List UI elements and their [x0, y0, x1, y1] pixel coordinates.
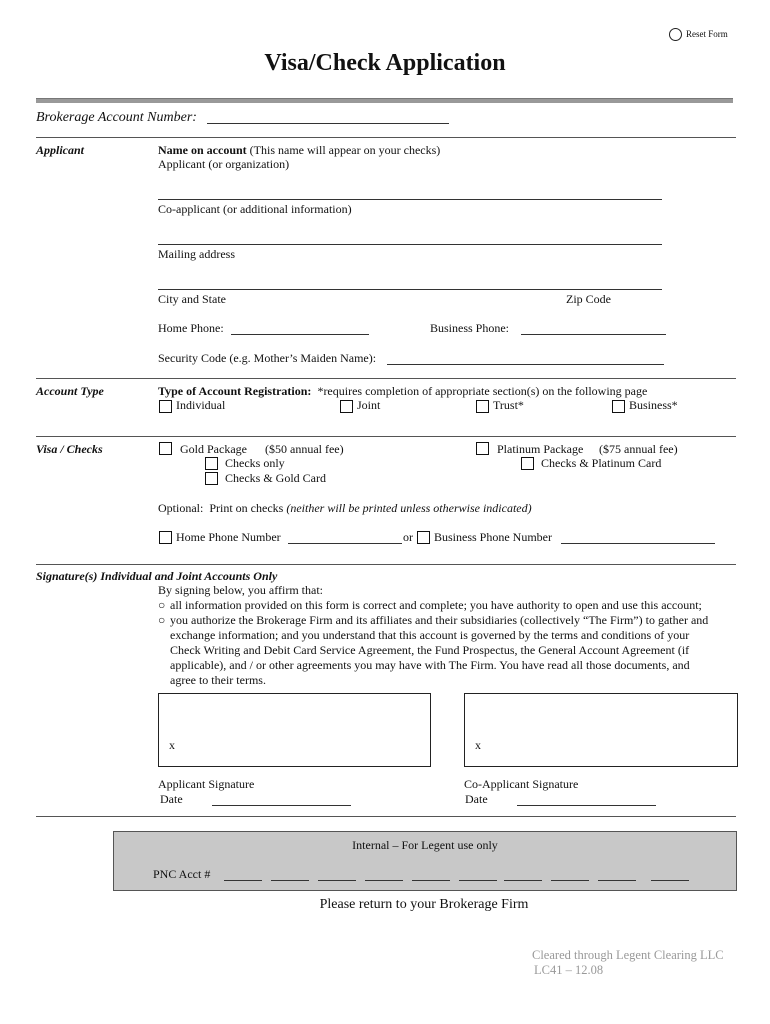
gold-package-label: Gold Package — [180, 442, 247, 456]
radio-circle-icon — [669, 28, 682, 41]
title-rule — [36, 98, 733, 103]
checks-gold-label: Checks & Gold Card — [225, 471, 326, 485]
pnc-digit-field[interactable] — [224, 880, 262, 881]
signature-heading: Signature(s) Individual and Joint Accounts Only — [36, 569, 278, 583]
footer-form-code: LC41 – 12.08 — [534, 963, 604, 977]
coapplicant-date-field[interactable] — [517, 805, 656, 806]
brokerage-number-field[interactable] — [207, 123, 449, 124]
checkbox-trust[interactable] — [476, 400, 489, 413]
applicant-signature-box[interactable] — [158, 693, 431, 767]
pnc-digit-field[interactable] — [651, 880, 689, 881]
option-trust-label: Trust* — [493, 398, 524, 412]
bullet-icon: ○ — [158, 598, 166, 612]
divider — [36, 564, 736, 565]
pnc-digit-field[interactable] — [365, 880, 403, 881]
checkbox-individual[interactable] — [159, 400, 172, 413]
signature-intro: By signing below, you affirm that: — [158, 583, 323, 597]
option-business-label: Business* — [629, 398, 678, 412]
zip-label: Zip Code — [566, 292, 611, 306]
business-phone-label: Business Phone: — [430, 321, 510, 335]
affirm-bullet-2-line-4: applicable), and / or other agreements you may have with The Firm. You have read all those documents, and — [170, 658, 690, 672]
pnc-digit-field[interactable] — [412, 880, 450, 881]
divider — [36, 378, 736, 379]
coapplicant-label: Co-applicant (or additional information) — [158, 202, 352, 216]
option-joint-label: Joint — [357, 398, 381, 412]
divider — [36, 816, 736, 817]
pnc-acct-label: PNC Acct # — [153, 867, 211, 881]
applicant-signature-label: Applicant Signature — [158, 777, 255, 791]
affirm-bullet-2-line-5: agree to their terms. — [170, 673, 266, 687]
divider — [36, 137, 736, 138]
pnc-digit-field[interactable] — [504, 880, 542, 881]
home-phone-number-label: Home Phone Number — [176, 530, 281, 544]
option-individual-label: Individual — [176, 398, 226, 412]
name-heading-note: (This name will appear on your checks) — [246, 143, 441, 157]
account-type-heading-bold: Type of Account Registration: — [158, 384, 312, 398]
return-note: Please return to your Brokerage Firm — [319, 897, 529, 912]
business-phone-number-label: Business Phone Number — [434, 530, 552, 544]
applicant-field[interactable] — [158, 199, 662, 200]
checks-platinum-label: Checks & Platinum Card — [541, 456, 662, 470]
mailing-field[interactable] — [158, 289, 662, 290]
checkbox-gold-package[interactable] — [159, 442, 172, 455]
coapplicant-signature-label: Co-Applicant Signature — [464, 777, 579, 791]
home-phone-field[interactable] — [231, 334, 369, 335]
checkbox-checks-platinum[interactable] — [521, 457, 534, 470]
optional-note: (neither will be printed unless otherwise indicated) — [286, 501, 532, 515]
pnc-digit-field[interactable] — [598, 880, 636, 881]
divider — [36, 436, 736, 437]
section-label-account-type: Account Type — [36, 384, 104, 398]
coapplicant-signature-box[interactable] — [464, 693, 738, 767]
checkbox-checks-only[interactable] — [205, 457, 218, 470]
applicant-date-field[interactable] — [212, 805, 351, 806]
platinum-fee-label: ($75 annual fee) — [599, 442, 678, 456]
brokerage-label: Brokerage Account Number: — [36, 110, 197, 125]
pnc-digit-field[interactable] — [459, 880, 497, 881]
checkbox-business-phone-number[interactable] — [417, 531, 430, 544]
security-code-field[interactable] — [387, 364, 664, 365]
home-phone-number-field[interactable] — [288, 543, 402, 544]
optional-prefix: Optional: Print on checks — [158, 501, 287, 515]
applicant-date-label: Date — [160, 792, 183, 806]
section-label-visa-checks: Visa / Checks — [36, 442, 103, 456]
platinum-package-label: Platinum Package — [497, 442, 584, 456]
name-heading-bold: Name on account — [158, 143, 247, 157]
mailing-label: Mailing address — [158, 247, 235, 261]
checkbox-checks-gold[interactable] — [205, 472, 218, 485]
internal-use-box — [113, 831, 737, 891]
checks-only-label: Checks only — [225, 456, 285, 470]
applicant-x-mark: x — [169, 738, 175, 752]
affirm-bullet-2-line-2: exchange information; and you understand that this account is governed by the terms and conditions of your — [170, 628, 690, 642]
account-type-heading-note: *requires completion of appropriate section(s) on the following page — [311, 384, 648, 398]
security-code-label: Security Code (e.g. Mother’s Maiden Name): — [158, 351, 377, 365]
checkbox-business[interactable] — [612, 400, 625, 413]
checkbox-platinum-package[interactable] — [476, 442, 489, 455]
business-phone-number-field[interactable] — [561, 543, 715, 544]
section-label-applicant: Applicant — [36, 143, 85, 157]
checkbox-home-phone-number[interactable] — [159, 531, 172, 544]
checkbox-joint[interactable] — [340, 400, 353, 413]
or-label: or — [403, 530, 413, 544]
page-title: Visa/Check Application — [264, 50, 506, 76]
optional-print-line — [158, 501, 532, 516]
coapplicant-field[interactable] — [158, 244, 662, 245]
coapplicant-x-mark: x — [475, 738, 481, 752]
name-on-account-heading — [158, 143, 440, 158]
coapplicant-date-label: Date — [465, 792, 488, 806]
affirm-bullet-1: all information provided on this form is correct and complete; you have authority to open and use this account; — [170, 598, 702, 612]
business-phone-field[interactable] — [521, 334, 666, 335]
pnc-digit-field[interactable] — [551, 880, 589, 881]
affirm-bullet-2-line-3: Check Writing and Debit Card Service Agreement, the Fund Prospectus, the General Account Agreement (if — [170, 643, 690, 657]
home-phone-label: Home Phone: — [158, 321, 224, 335]
bullet-icon: ○ — [158, 613, 166, 627]
pnc-digit-field[interactable] — [271, 880, 309, 881]
account-type-heading — [158, 384, 647, 399]
gold-fee-label: ($50 annual fee) — [265, 442, 344, 456]
affirm-bullet-2-line-1: you authorize the Brokerage Firm and its affiliates and their subsidiaries (collectively “The Firm”) to gather and — [170, 613, 709, 627]
applicant-label: Applicant (or organization) — [158, 157, 290, 171]
city-label: City and State — [158, 292, 226, 306]
pnc-digit-field[interactable] — [318, 880, 356, 881]
footer-clearing: Cleared through Legent Clearing LLC — [532, 948, 724, 962]
reset-form-label: Reset Form — [686, 29, 728, 39]
internal-heading: Internal – For Legent use only — [352, 838, 498, 852]
